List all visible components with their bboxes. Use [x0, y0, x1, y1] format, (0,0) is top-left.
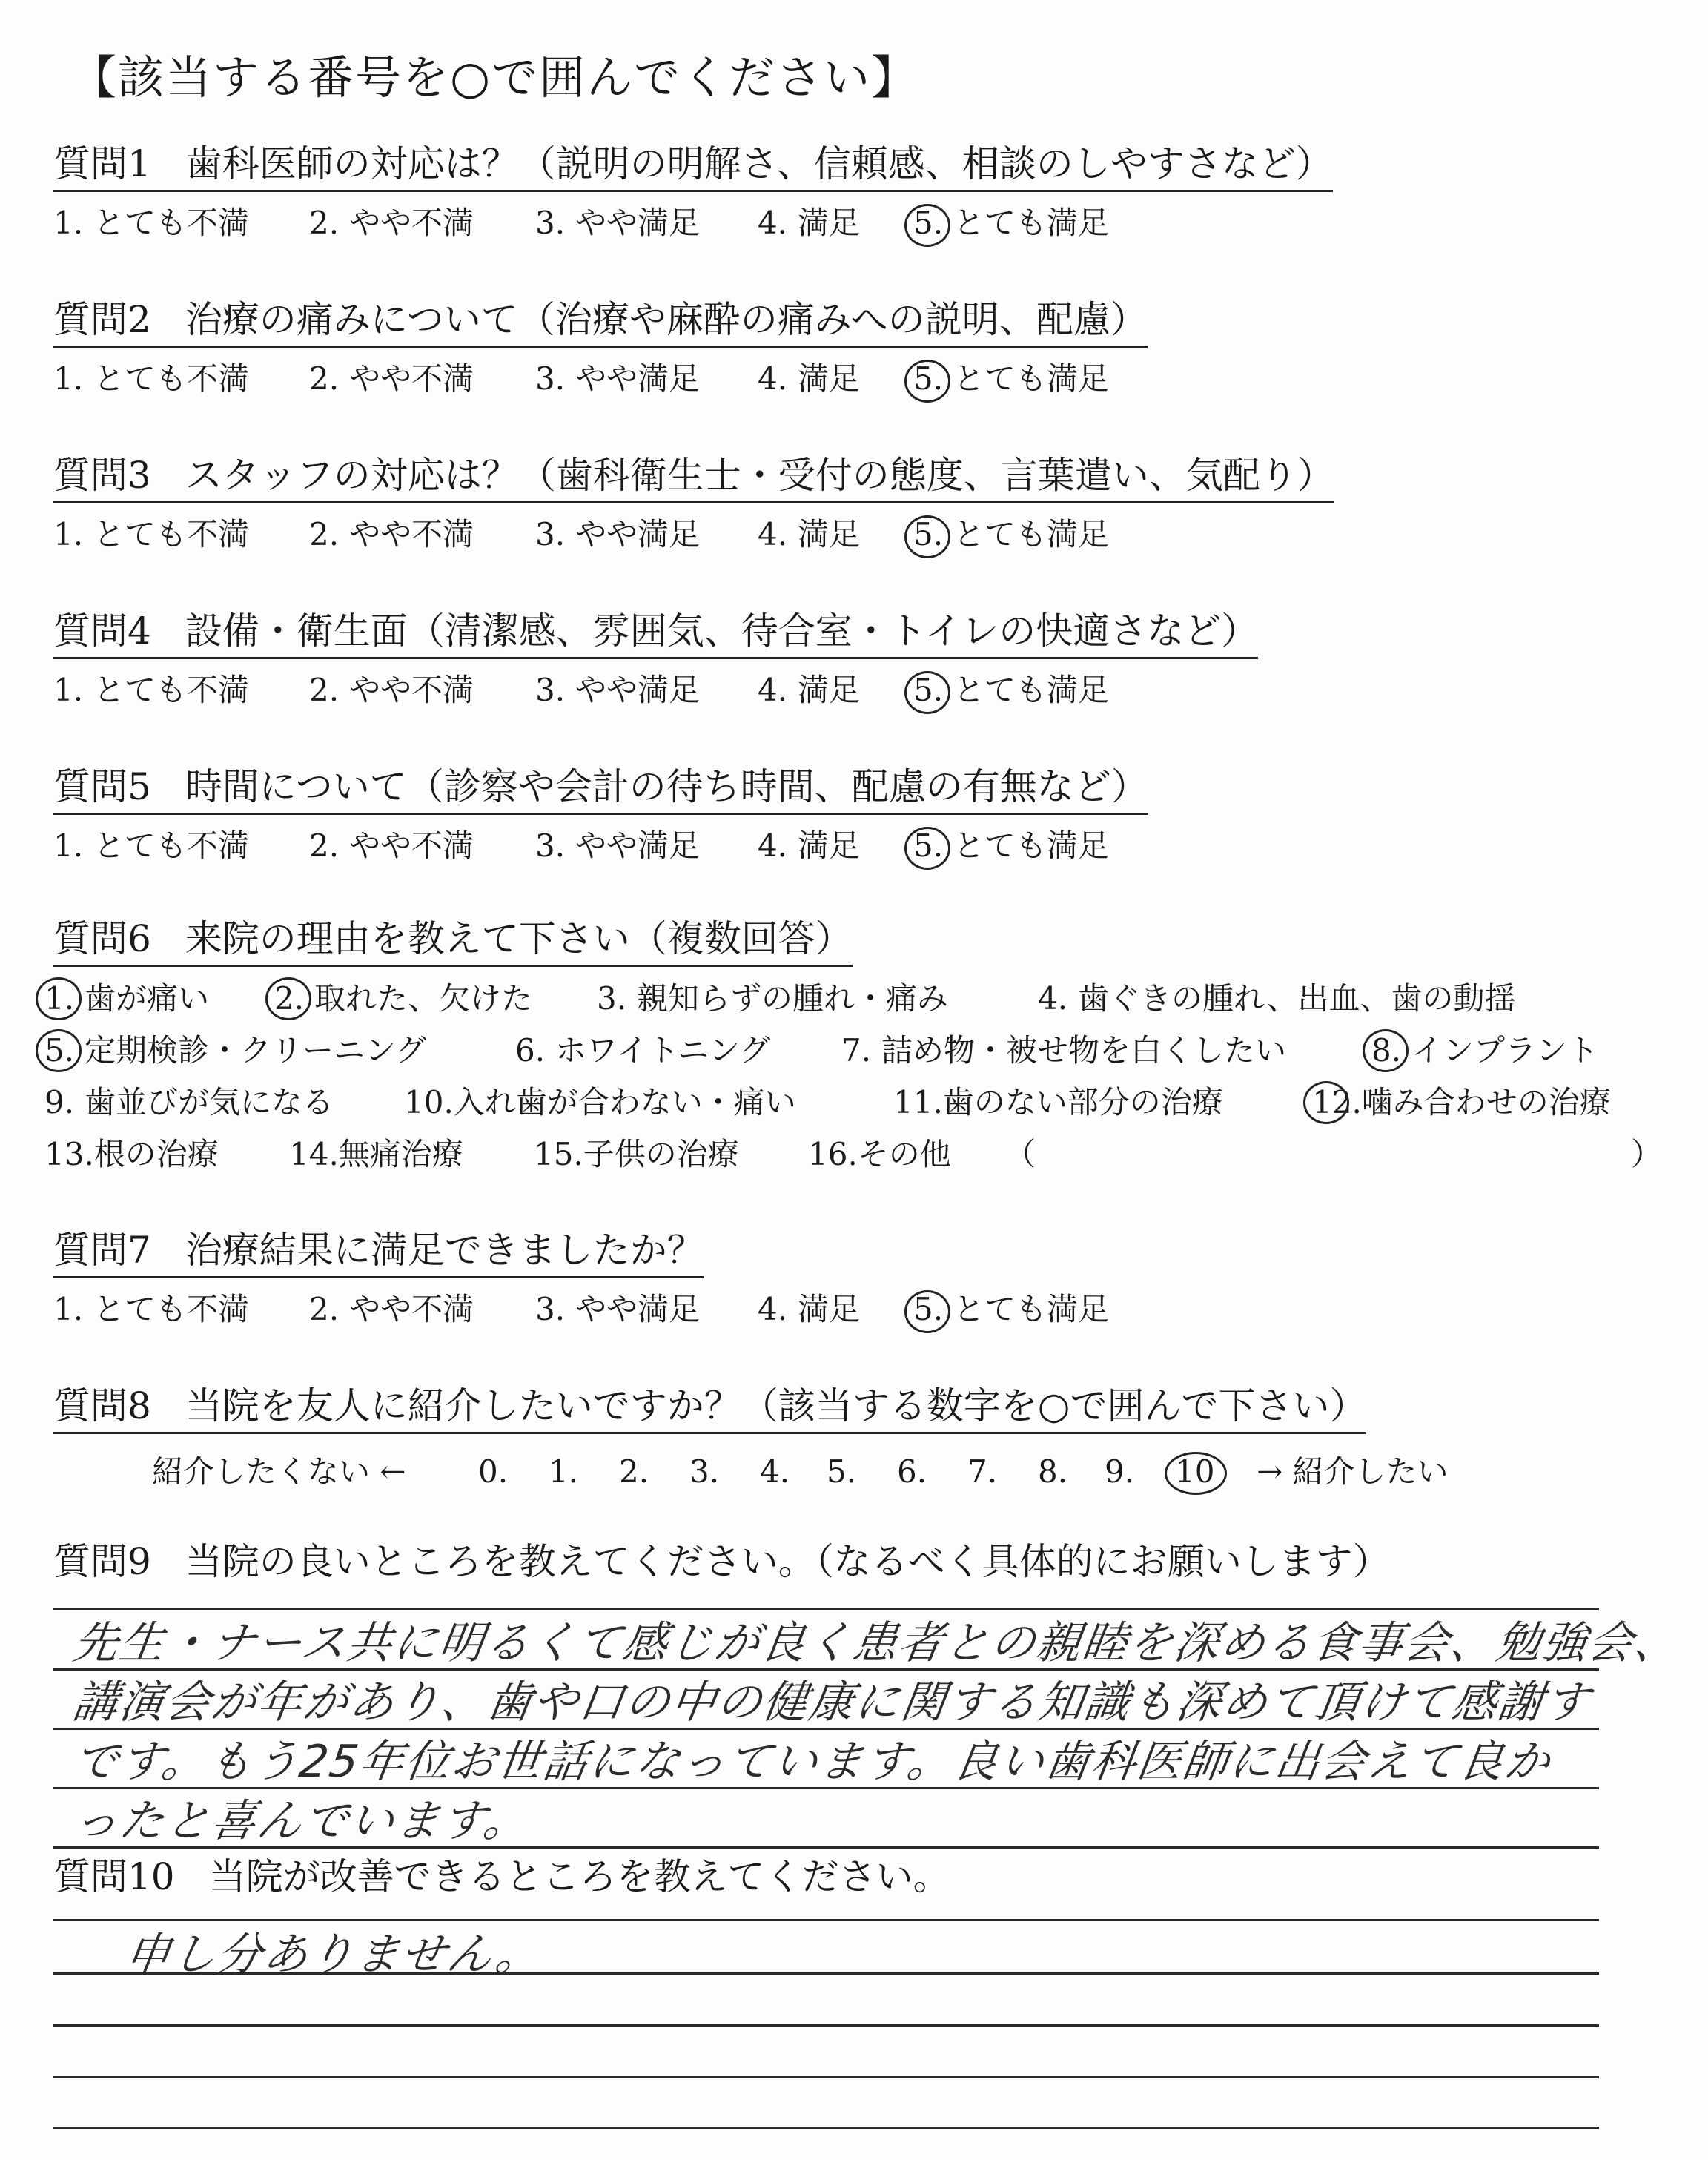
- option-number-circled[interactable]: 5.: [913, 667, 953, 714]
- option-label: その他: [857, 1136, 951, 1172]
- option-label: とても満足: [953, 205, 1110, 241]
- question-8: [53, 1383, 1684, 1434]
- option-number[interactable]: 3.: [535, 672, 566, 708]
- option-label: 満足: [798, 360, 861, 397]
- option-label: やや満足: [575, 205, 701, 241]
- reason-option-5: [44, 1025, 426, 1077]
- question-1: [53, 141, 1684, 247]
- option-label: 歯ぐきの腫れ、出血、歯の動揺: [1078, 980, 1516, 1017]
- scale-number[interactable]: 0.: [478, 1453, 509, 1490]
- option-number[interactable]: 4.: [1038, 980, 1068, 1017]
- scale-number[interactable]: 5.: [827, 1453, 857, 1490]
- q9-handwritten-line-1: 先生・ナース共に明るくて感じが良く患者との親睦を深める食事会、勉強会、: [70, 1617, 1684, 1669]
- option-number[interactable]: 9.: [44, 1084, 75, 1120]
- option-number[interactable]: 1.: [53, 516, 84, 552]
- other-field[interactable]: [1042, 1133, 1627, 1175]
- option-label: 定期検診・クリーニング: [85, 1032, 427, 1069]
- question-9-number: 質問9: [53, 1540, 151, 1583]
- option-label: 親知らずの腫れ・痛み: [637, 980, 949, 1017]
- option-label: 歯並びが気になる: [85, 1084, 334, 1120]
- option-label: とても満足: [953, 672, 1110, 708]
- scale-number-circled[interactable]: 10: [1175, 1446, 1214, 1498]
- option-number[interactable]: 7.: [841, 1032, 872, 1069]
- option-label: やや不満: [349, 516, 474, 552]
- question-6: [53, 916, 1684, 967]
- reason-row-3: [44, 1077, 1675, 1129]
- option-number-circled[interactable]: 5.: [913, 199, 953, 247]
- option-label: とても満足: [953, 360, 1110, 397]
- option-label: 子供の治療: [583, 1136, 739, 1172]
- reason-option-10: [404, 1077, 796, 1129]
- question-4-text: 設備・衛生面（清潔感、雰囲気、待合室・トイレの快適さなど）: [185, 610, 1259, 653]
- option-number[interactable]: 2.: [309, 672, 340, 708]
- question-4: [53, 608, 1684, 714]
- option-number-circled[interactable]: 5.: [913, 1286, 953, 1333]
- option-label: 取れた、欠けた: [314, 980, 533, 1017]
- option-label: とても満足: [953, 1291, 1110, 1327]
- option-label: とても不満: [93, 828, 250, 864]
- question-1-text: 歯科医師の対応は？（説明の明解さ、信頼感、相談のしやすさなど）: [185, 142, 1333, 185]
- scale-right-label: → 紹介したい: [1257, 1453, 1449, 1490]
- option-number-circled[interactable]: 1.: [44, 973, 85, 1025]
- scale-number[interactable]: 1.: [549, 1453, 579, 1490]
- option-number[interactable]: 2.: [309, 1291, 340, 1327]
- question-6-heading: [53, 916, 853, 967]
- option-label: やや不満: [349, 672, 474, 708]
- option-label: 根の治療: [93, 1136, 219, 1172]
- option-number[interactable]: 3.: [535, 828, 566, 864]
- option-label: 入れ歯が合わない・痛い: [453, 1084, 796, 1120]
- option-number[interactable]: 3.: [597, 980, 627, 1017]
- option-number[interactable]: 1.: [53, 672, 84, 708]
- question-1-number: 質問1: [53, 142, 151, 185]
- question-5-number: 質問5: [53, 765, 151, 808]
- reason-option-12: [1312, 1077, 1611, 1129]
- question-7-number: 質問7: [53, 1229, 151, 1272]
- reason-option-7: [841, 1025, 1286, 1077]
- option-label: やや不満: [349, 828, 474, 864]
- question-2-heading: [53, 297, 1148, 348]
- option-number-circled[interactable]: 5.: [913, 511, 953, 558]
- option-number[interactable]: 11.: [893, 1084, 943, 1120]
- option-number[interactable]: 4.: [758, 672, 788, 708]
- option-label: 詰め物・被せ物を白くしたい: [881, 1032, 1287, 1069]
- option-number[interactable]: 2.: [309, 828, 340, 864]
- option-number[interactable]: 4.: [758, 1291, 788, 1327]
- rating-options: [53, 511, 1684, 558]
- question-10: [53, 1854, 1684, 1900]
- reason-option-3: [597, 973, 948, 1025]
- option-number[interactable]: 15.: [534, 1136, 583, 1172]
- answer-line: [53, 2076, 1599, 2078]
- selected-option: [913, 511, 1109, 558]
- option-label: インプラント: [1411, 1032, 1599, 1069]
- rating-options: [53, 667, 1684, 714]
- option-number-circled[interactable]: 5.: [913, 355, 953, 403]
- option-number[interactable]: 4.: [758, 828, 788, 864]
- question-7-text: 治療結果に満足できましたか？: [185, 1229, 704, 1272]
- option-label: 満足: [798, 205, 861, 241]
- reason-option-13: [44, 1129, 219, 1180]
- scale-number[interactable]: 6.: [897, 1453, 927, 1490]
- reason-row-4: [44, 1129, 1675, 1180]
- question-10-heading: [53, 1854, 1684, 1900]
- option-number[interactable]: 4.: [758, 205, 788, 241]
- question-4-heading: [53, 608, 1258, 659]
- question-6-text: 来院の理由を教えて下さい（複数回答）: [185, 917, 853, 960]
- option-label: やや満足: [575, 360, 701, 397]
- option-label: やや不満: [349, 1291, 474, 1327]
- option-number[interactable]: 1.: [53, 360, 84, 397]
- reason-option-8: [1371, 1025, 1598, 1077]
- reason-option-4: [1038, 973, 1516, 1025]
- option-number[interactable]: 4.: [758, 516, 788, 552]
- option-number[interactable]: 2.: [309, 360, 340, 397]
- scale-number[interactable]: 9.: [1105, 1453, 1135, 1490]
- option-label: とても不満: [93, 205, 250, 241]
- question-2: [53, 297, 1684, 403]
- other-paren-close: ）: [1631, 1136, 1663, 1172]
- option-number[interactable]: 14.: [289, 1136, 339, 1172]
- selected-option: [913, 822, 1109, 870]
- option-label: 満足: [798, 672, 861, 708]
- scale-left-label: 紹介したくない ←: [152, 1453, 406, 1490]
- scale-number[interactable]: 7.: [967, 1453, 998, 1490]
- option-number[interactable]: 3.: [535, 1291, 566, 1327]
- reason-option-9: [44, 1077, 334, 1129]
- question-3: [53, 452, 1684, 558]
- option-label: 満足: [798, 1291, 861, 1327]
- option-number[interactable]: 2.: [309, 205, 340, 241]
- scale-number[interactable]: 4.: [760, 1453, 790, 1490]
- option-number[interactable]: 4.: [758, 360, 788, 397]
- option-number[interactable]: 13.: [44, 1136, 94, 1172]
- question-10-text: 当院が改善できるところを教えてください。: [208, 1855, 950, 1898]
- scale-number[interactable]: 2.: [619, 1453, 649, 1490]
- question-1-heading: [53, 141, 1333, 192]
- question-5: [53, 764, 1684, 870]
- q9-handwritten-line-3: です。もう25年位お世話になっています。良い歯科医師に出会えて良か: [70, 1736, 1555, 1788]
- option-label: とても不満: [93, 672, 250, 708]
- scale-number[interactable]: 8.: [1038, 1453, 1068, 1490]
- question-10-number: 質問10: [53, 1855, 175, 1898]
- q10-handwritten-line-1: 申し分ありません。: [122, 1929, 546, 1981]
- option-label: 歯のない部分の治療: [942, 1084, 1223, 1120]
- question-7-heading: [53, 1227, 704, 1278]
- option-number[interactable]: 3.: [535, 205, 566, 241]
- question-4-number: 質問4: [53, 610, 151, 653]
- option-label: とても満足: [953, 828, 1110, 864]
- option-label: 満足: [798, 516, 861, 552]
- option-number-circled[interactable]: 8.: [1371, 1025, 1411, 1077]
- question-2-number: 質問2: [53, 298, 151, 341]
- reason-option-16: [808, 1129, 951, 1180]
- reason-option-2: [274, 973, 532, 1025]
- question-3-heading: [53, 452, 1334, 503]
- question-9-heading: [53, 1539, 1684, 1585]
- option-label: やや満足: [575, 516, 701, 552]
- question-6-number: 質問6: [53, 917, 151, 960]
- option-label: やや満足: [575, 672, 701, 708]
- question-9-text: 当院の良いところを教えてください。（なるべく具体的にお願いします）: [185, 1540, 1390, 1583]
- reason-option-11: [893, 1077, 1223, 1129]
- selected-option: [913, 355, 1109, 403]
- question-2-text: 治療の痛みについて（治療や麻酔の痛みへの説明、配慮）: [185, 298, 1148, 341]
- option-number[interactable]: 6.: [515, 1032, 546, 1069]
- question-9: [53, 1539, 1684, 1585]
- rating-options: [53, 199, 1684, 247]
- selected-option: [913, 1286, 1109, 1333]
- reason-row-1: [44, 973, 1675, 1025]
- option-label: 無痛治療: [338, 1136, 463, 1172]
- option-label: やや不満: [349, 205, 474, 241]
- option-number-circled[interactable]: 2.: [274, 973, 314, 1025]
- option-label: 噛み合わせの治療: [1361, 1084, 1611, 1120]
- q9-handwritten-line-2: 講演会が年があり、歯や口の中の健康に関する知識も深めて頂けて感謝す: [70, 1677, 1595, 1728]
- answer-line: [53, 2024, 1599, 2027]
- option-label: 満足: [798, 828, 861, 864]
- option-label: やや満足: [575, 1291, 701, 1327]
- q9-handwritten-line-4: ったと喜んでいます。: [70, 1795, 534, 1847]
- selected-option: [913, 199, 1109, 247]
- question-8-heading: [53, 1383, 1366, 1434]
- option-label: やや満足: [575, 828, 701, 864]
- option-number[interactable]: 10.: [404, 1084, 454, 1120]
- reason-options: [44, 973, 1675, 1180]
- option-number-circled[interactable]: 5.: [44, 1025, 85, 1077]
- reason-option-15: [534, 1129, 739, 1180]
- selected-option: [913, 667, 1109, 714]
- reason-option-1: [44, 973, 209, 1025]
- scale-number[interactable]: 3.: [689, 1453, 720, 1490]
- option-number[interactable]: 3.: [535, 516, 566, 552]
- reason-option-6: [515, 1025, 770, 1077]
- option-number[interactable]: 1.: [53, 205, 84, 241]
- answer-line: [53, 2127, 1599, 2129]
- reason-row-2: [44, 1025, 1675, 1077]
- option-label: ホワイトニング: [555, 1032, 771, 1069]
- option-number[interactable]: 3.: [535, 360, 566, 397]
- option-label: とても満足: [953, 516, 1110, 552]
- option-number-circled[interactable]: 5.: [913, 822, 953, 870]
- question-3-text: スタッフの対応は？（歯科衛生士・受付の態度、言葉遣い、気配り）: [185, 454, 1334, 497]
- option-label: とても不満: [93, 1291, 250, 1327]
- question-5-text: 時間について（診察や会計の待ち時間、配慮の有無など）: [185, 765, 1148, 808]
- instruction-heading: 【該当する番号を○で囲んでください】: [70, 50, 919, 105]
- option-number[interactable]: 1.: [53, 1291, 84, 1327]
- other-paren-open: （: [1004, 1136, 1036, 1172]
- option-number[interactable]: 16.: [808, 1136, 858, 1172]
- reason-option-14: [289, 1129, 463, 1180]
- option-label: とても不満: [93, 360, 250, 397]
- option-label: とても不満: [93, 516, 250, 552]
- recommend-scale: [152, 1446, 1560, 1498]
- rating-options: [53, 355, 1684, 403]
- question-7: [53, 1227, 1684, 1333]
- rating-options: [53, 1286, 1684, 1333]
- rating-options: [53, 822, 1684, 870]
- option-label: やや不満: [349, 360, 474, 397]
- question-3-number: 質問3: [53, 454, 151, 497]
- option-number[interactable]: 1.: [53, 828, 84, 864]
- question-8-number: 質問8: [53, 1384, 151, 1427]
- option-label: 歯が痛い: [85, 980, 210, 1017]
- question-5-heading: [53, 764, 1148, 815]
- option-number[interactable]: 2.: [309, 516, 340, 552]
- option-number-circled[interactable]: 12.: [1312, 1077, 1362, 1129]
- question-8-text: 当院を友人に紹介したいですか？（該当する数字を○で囲んで下さい）: [185, 1384, 1367, 1427]
